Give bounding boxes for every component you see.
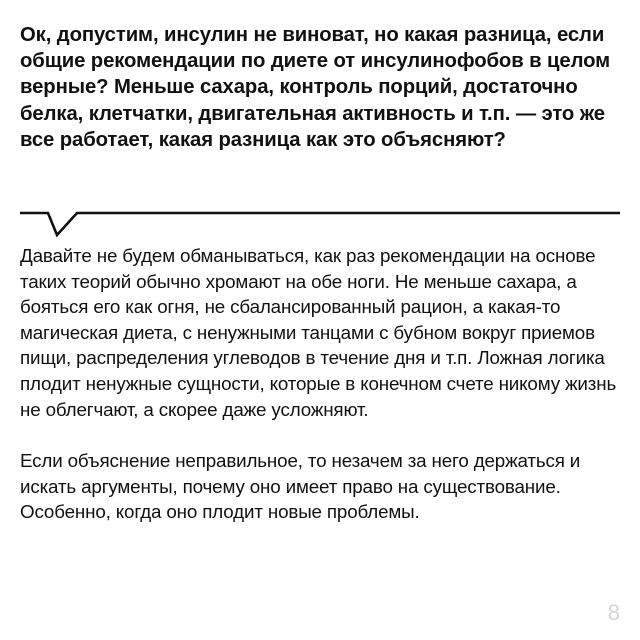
- question-heading: Ок, допустим, инсулин не виноват, но какая разница, если общие рекомендации по диете от инсулинофобов в целом верные? Меньше сахара, контроль порций, достаточно белка, клетчатки, двигательная активность и т.п. — это же все работает, какая разница как это объясняют?: [20, 24, 611, 151]
- answer-paragraph-1: Давайте не будем обманываться, как раз рекомендации на основе таких теорий обычно хромают на обе ноги. Не меньше сахара, а бояться его как огня, не сбалансированный рацион, а какая-то магическая диета, с ненужными танцами с бубном вокруг приемов пищи, распределения углеводов в течение дня и т.п. Ложная логика плодит ненужные сущности, которые в конечном счете никому жизнь не облегчают, а скорее даже усложняют.: [20, 245, 617, 420]
- speech-bubble-divider: [0, 200, 640, 240]
- speech-bubble-tail-line: [20, 213, 620, 235]
- answer-paragraph-2: Если объяснение неправильное, то незачем за него держаться и искать аргументы, почему оно имеет право на существование. Особенно, когда оно плодит новые проблемы.: [20, 450, 581, 523]
- answer-body: [20, 243, 632, 525]
- page-number: 8: [607, 600, 620, 625]
